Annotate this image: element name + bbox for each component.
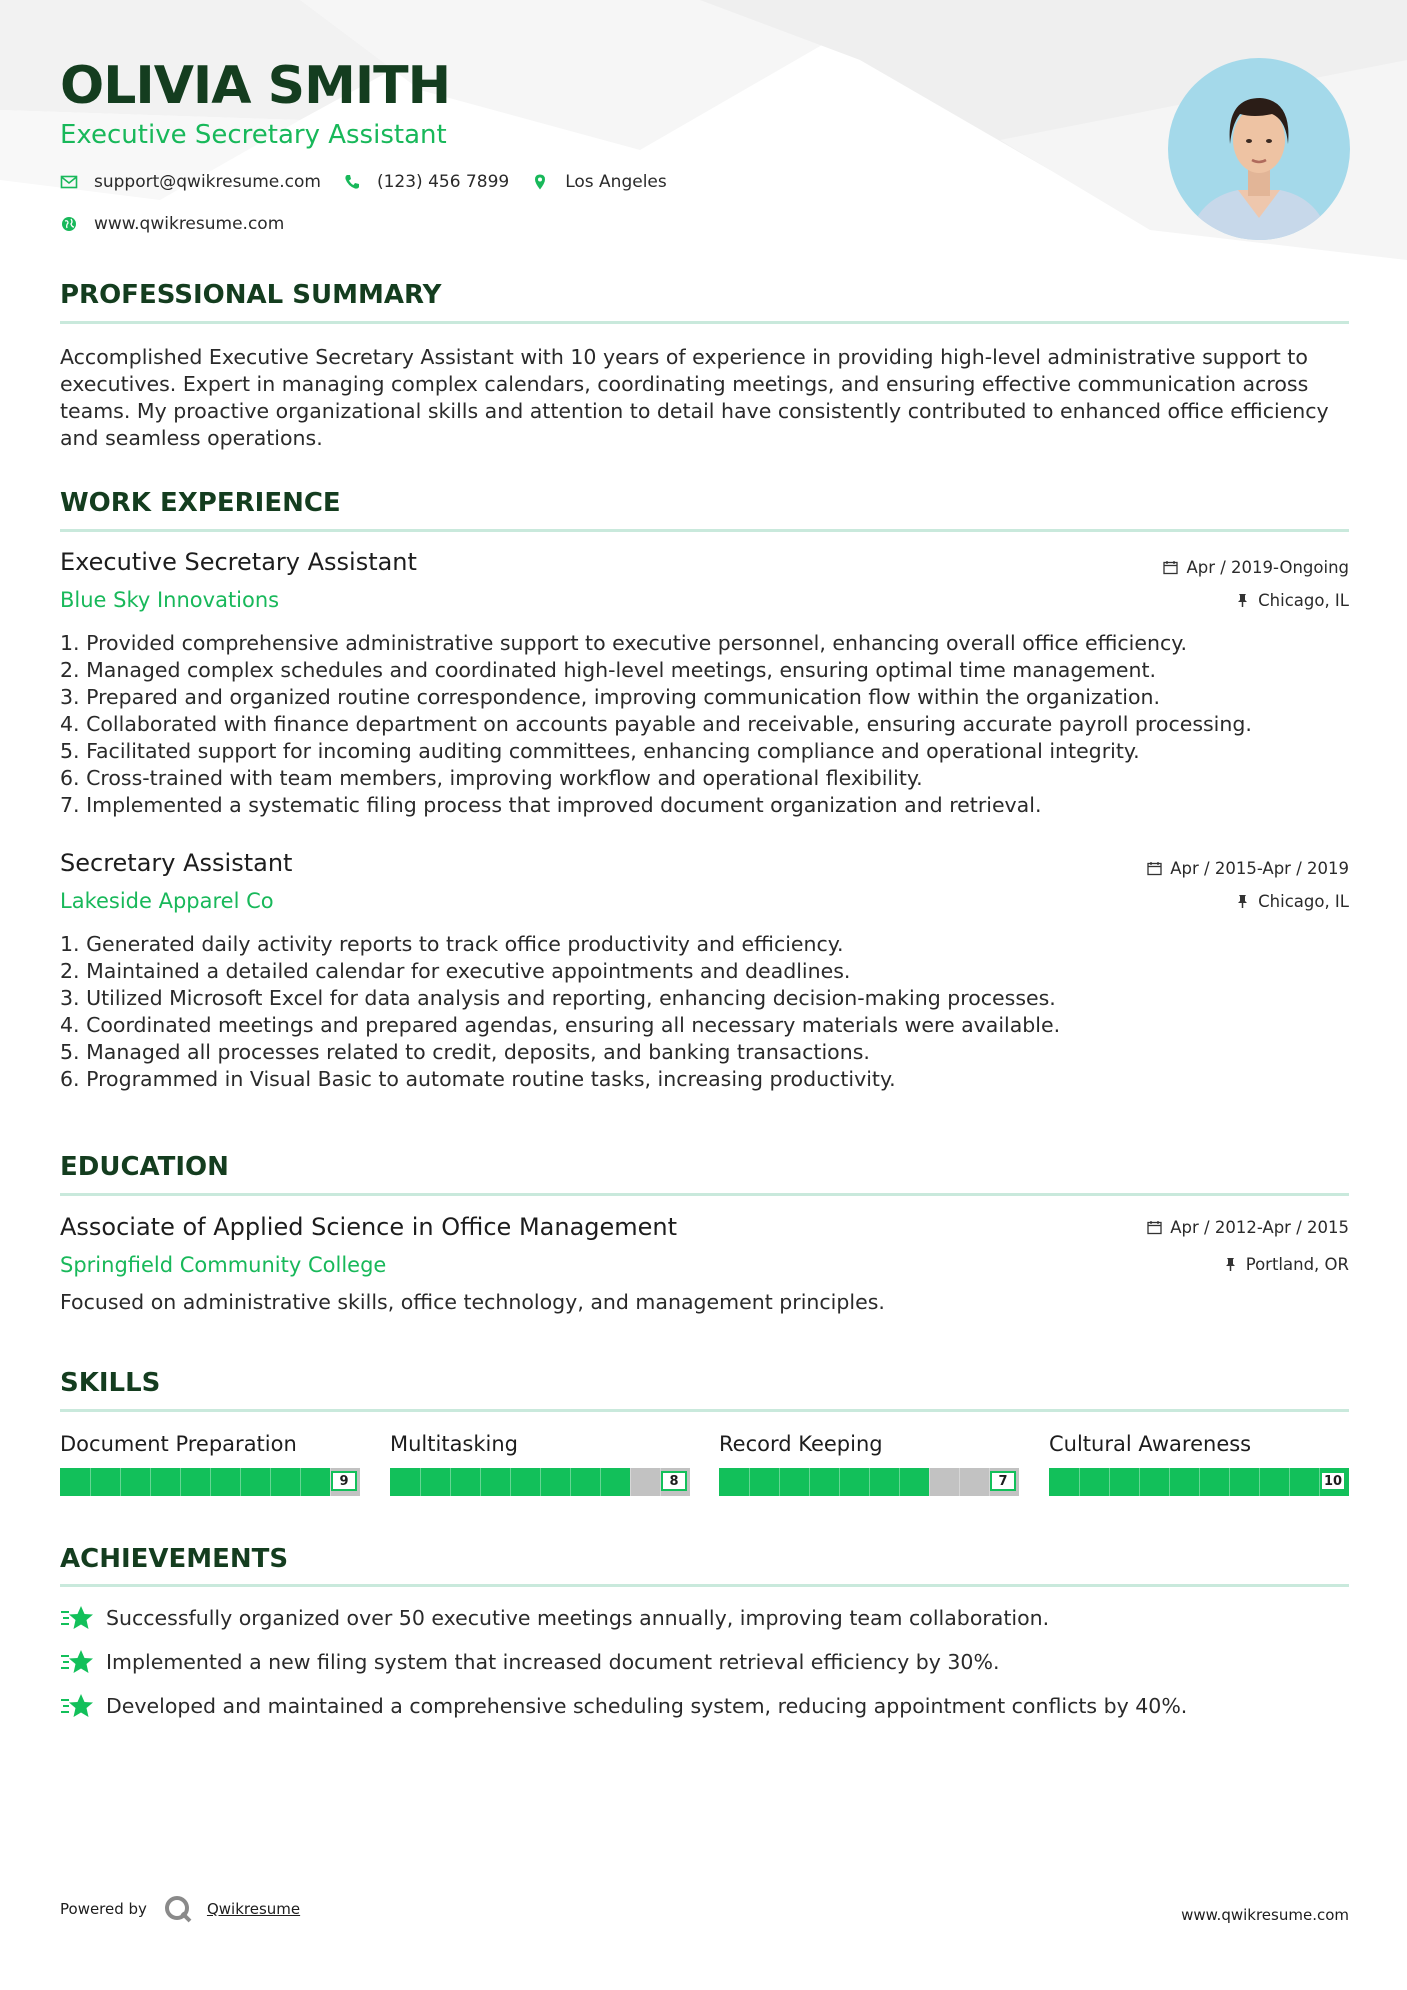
job-location [1235, 892, 1349, 911]
contact-location [531, 172, 667, 192]
calendar-icon [1147, 861, 1162, 876]
duty-item: 6. Cross-trained with team members, improving workflow and operational flexibility. [60, 766, 923, 790]
skill-bar-segment [150, 1468, 151, 1496]
summary-heading: PROFESSIONAL SUMMARY [60, 280, 442, 310]
location-text: Los Angeles [565, 172, 667, 192]
globe-icon [60, 215, 78, 233]
achievement-item [60, 1692, 1187, 1720]
skill-cultural-awareness [1049, 1432, 1349, 1489]
education-location [1223, 1255, 1349, 1274]
duty-item: 1. Provided comprehensive administrative support to executive personnel, enhancing overall office efficiency. [60, 631, 1187, 655]
skill-name: Multitasking [390, 1432, 519, 1456]
education-divider [60, 1193, 1349, 1196]
skill-bar-segment [1199, 1468, 1200, 1496]
contact-row-secondary [60, 214, 306, 234]
job-title: Executive Secretary Assistant [60, 548, 417, 576]
education-description: Focused on administrative skills, office technology, and management principles. [60, 1290, 885, 1314]
skill-bar-segment [959, 1468, 960, 1496]
email-text: support@qwikresume.com [94, 172, 321, 192]
job-dates-text: Apr / 2015-Apr / 2019 [1170, 859, 1349, 878]
job-location-text: Chicago, IL [1258, 591, 1349, 610]
duty-item: 6. Programmed in Visual Basic to automate routine tasks, increasing productivity. [60, 1067, 896, 1091]
skill-bar-segment [1259, 1468, 1260, 1496]
duty-item: 4. Collaborated with finance department on accounts payable and receivable, ensuring accurate payroll processing. [60, 712, 1252, 736]
skill-bar-segment [120, 1468, 121, 1496]
skill-bar-segment [210, 1468, 211, 1496]
skill-bar-segment [1169, 1468, 1170, 1496]
experience-heading: WORK EXPERIENCE [60, 488, 341, 518]
achievements-heading: ACHIEVEMENTS [60, 1544, 289, 1574]
skill-bar-segment [809, 1468, 810, 1496]
degree-title: Associate of Applied Science in Office Management [60, 1213, 678, 1241]
contact-website[interactable] [60, 214, 284, 234]
skill-bar-fill [60, 1468, 330, 1496]
duty-item: 7. Implemented a systematic filing process that improved document organization and retrieval. [60, 793, 1042, 817]
summary-divider [60, 321, 1349, 324]
skills-divider [60, 1409, 1349, 1412]
skill-bar-segment [1289, 1468, 1290, 1496]
skill-name: Record Keeping [719, 1432, 883, 1456]
job-company: Blue Sky Innovations [60, 588, 280, 612]
achievement-text: Implemented a new filing system that increased document retrieval efficiency by 30%. [106, 1650, 1000, 1674]
phone-text: (123) 456 7899 [376, 172, 510, 192]
job-duties-list [60, 630, 1349, 819]
skill-bar-segment [839, 1468, 840, 1496]
duty-item: 4. Coordinated meetings and prepared agendas, ensuring all necessary materials were available. [60, 1013, 1061, 1037]
duty-item: 3. Utilized Microsoft Excel for data analysis and reporting, enhancing decision-making processes. [60, 986, 1056, 1010]
powered-by-label: Powered by [60, 1900, 147, 1918]
duty-item: 5. Managed all processes related to credit, deposits, and banking transactions. [60, 1040, 870, 1064]
skill-bar-segment [510, 1468, 511, 1496]
job-title: Secretary Assistant [60, 849, 293, 877]
skill-score: 8 [661, 1471, 687, 1491]
contact-row-primary [60, 172, 689, 192]
education-dates-text: Apr / 2012-Apr / 2015 [1170, 1218, 1349, 1237]
job-company: Lakeside Apparel Co [60, 889, 274, 913]
skill-bar [719, 1468, 1019, 1496]
website-text: www.qwikresume.com [94, 214, 285, 234]
footer-branding [60, 1894, 300, 1924]
pushpin-icon [1235, 894, 1250, 909]
qwikresume-link[interactable]: Qwikresume [206, 1900, 301, 1918]
skill-bar-segment [630, 1468, 631, 1496]
education-dates [1147, 1218, 1349, 1237]
skill-bar-segment [90, 1468, 91, 1496]
skill-bar-fill [719, 1468, 929, 1496]
achievements-divider [60, 1584, 1349, 1587]
job-dates [1147, 859, 1349, 878]
skill-multitasking [390, 1432, 690, 1489]
education-location-text: Portland, OR [1245, 1255, 1349, 1274]
skill-bar-segment [749, 1468, 750, 1496]
achievement-text: Successfully organized over 50 executive meetings annually, improving team collaboration. [106, 1606, 1050, 1630]
skill-bar [1049, 1468, 1349, 1496]
skill-bar-segment [1109, 1468, 1110, 1496]
skill-bar [390, 1468, 690, 1496]
candidate-name: OLIVIA SMITH [60, 56, 451, 116]
calendar-icon [1163, 560, 1178, 575]
experience-divider [60, 529, 1349, 532]
skill-bar [60, 1468, 360, 1496]
duty-item: 5. Facilitated support for incoming auditing committees, enhancing compliance and operational integrity. [60, 739, 1140, 763]
skill-bar-segment [1079, 1468, 1080, 1496]
phone-icon [343, 173, 361, 191]
skill-document-preparation [60, 1432, 360, 1489]
job-location-text: Chicago, IL [1258, 892, 1349, 911]
contact-phone[interactable] [343, 172, 509, 192]
skill-score: 9 [331, 1471, 357, 1491]
star-achievement-icon [60, 1692, 94, 1720]
skill-bar-segment [420, 1468, 421, 1496]
pushpin-icon [1223, 1257, 1238, 1272]
star-achievement-icon [60, 1648, 94, 1676]
job-dates [1163, 558, 1349, 577]
calendar-icon [1147, 1220, 1162, 1235]
skill-name: Cultural Awareness [1049, 1432, 1252, 1456]
skill-bar-segment [869, 1468, 870, 1496]
job-duties-list [60, 931, 1349, 1093]
skill-bar-segment [929, 1468, 930, 1496]
skill-bar-segment [480, 1468, 481, 1496]
skill-bar-segment [180, 1468, 181, 1496]
star-achievement-icon [60, 1604, 94, 1632]
duty-item: 2. Maintained a detailed calendar for executive appointments and deadlines. [60, 959, 851, 983]
skill-bar-segment [240, 1468, 241, 1496]
duty-item: 2. Managed complex schedules and coordinated high-level meetings, ensuring optimal time management. [60, 658, 1157, 682]
skill-bar-segment [600, 1468, 601, 1496]
contact-email[interactable] [60, 172, 321, 192]
summary-text: Accomplished Executive Secretary Assistant with 10 years of experience in providing high-level administrative support to executives. Expert in managing complex calendars, coordinating meetings, and ensuring effective communication across teams. My proactive organizational skills and attention to detail have consistently contributed to enhanced office efficiency and seamless operations. [60, 345, 1329, 450]
skill-bar-segment [899, 1468, 900, 1496]
footer-url[interactable]: www.qwikresume.com [1181, 1906, 1349, 1924]
achievement-item [60, 1604, 1049, 1632]
school-name: Springfield Community College [60, 1253, 387, 1277]
skill-name: Document Preparation [60, 1432, 297, 1456]
qwikresume-logo-icon [163, 1894, 193, 1924]
job-dates-text: Apr / 2019-Ongoing [1186, 558, 1349, 577]
skill-bar-segment [1229, 1468, 1230, 1496]
skill-bar-segment [570, 1468, 571, 1496]
skill-bar-segment [540, 1468, 541, 1496]
achievement-item [60, 1648, 999, 1676]
profile-photo [1168, 58, 1350, 240]
job-location [1235, 591, 1349, 610]
achievement-text: Developed and maintained a comprehensive scheduling system, reducing appointment conflicts by 40%. [106, 1694, 1188, 1718]
skill-bar-segment [300, 1468, 301, 1496]
skill-bar-segment [779, 1468, 780, 1496]
skill-bar-segment [270, 1468, 271, 1496]
candidate-role: Executive Secretary Assistant [60, 120, 447, 150]
skill-score: 7 [990, 1471, 1016, 1491]
duty-item: 1. Generated daily activity reports to track office productivity and efficiency. [60, 932, 844, 956]
skill-record-keeping [719, 1432, 1019, 1489]
duty-item: 3. Prepared and organized routine correspondence, improving communication flow within the organization. [60, 685, 1160, 709]
skill-score: 10 [1320, 1471, 1346, 1491]
envelope-icon [60, 173, 78, 191]
map-pin-icon [531, 173, 549, 191]
skill-bar-segment [1139, 1468, 1140, 1496]
education-heading: EDUCATION [60, 1152, 229, 1182]
skills-heading: SKILLS [60, 1368, 161, 1398]
skill-bar-segment [450, 1468, 451, 1496]
pushpin-icon [1235, 593, 1250, 608]
